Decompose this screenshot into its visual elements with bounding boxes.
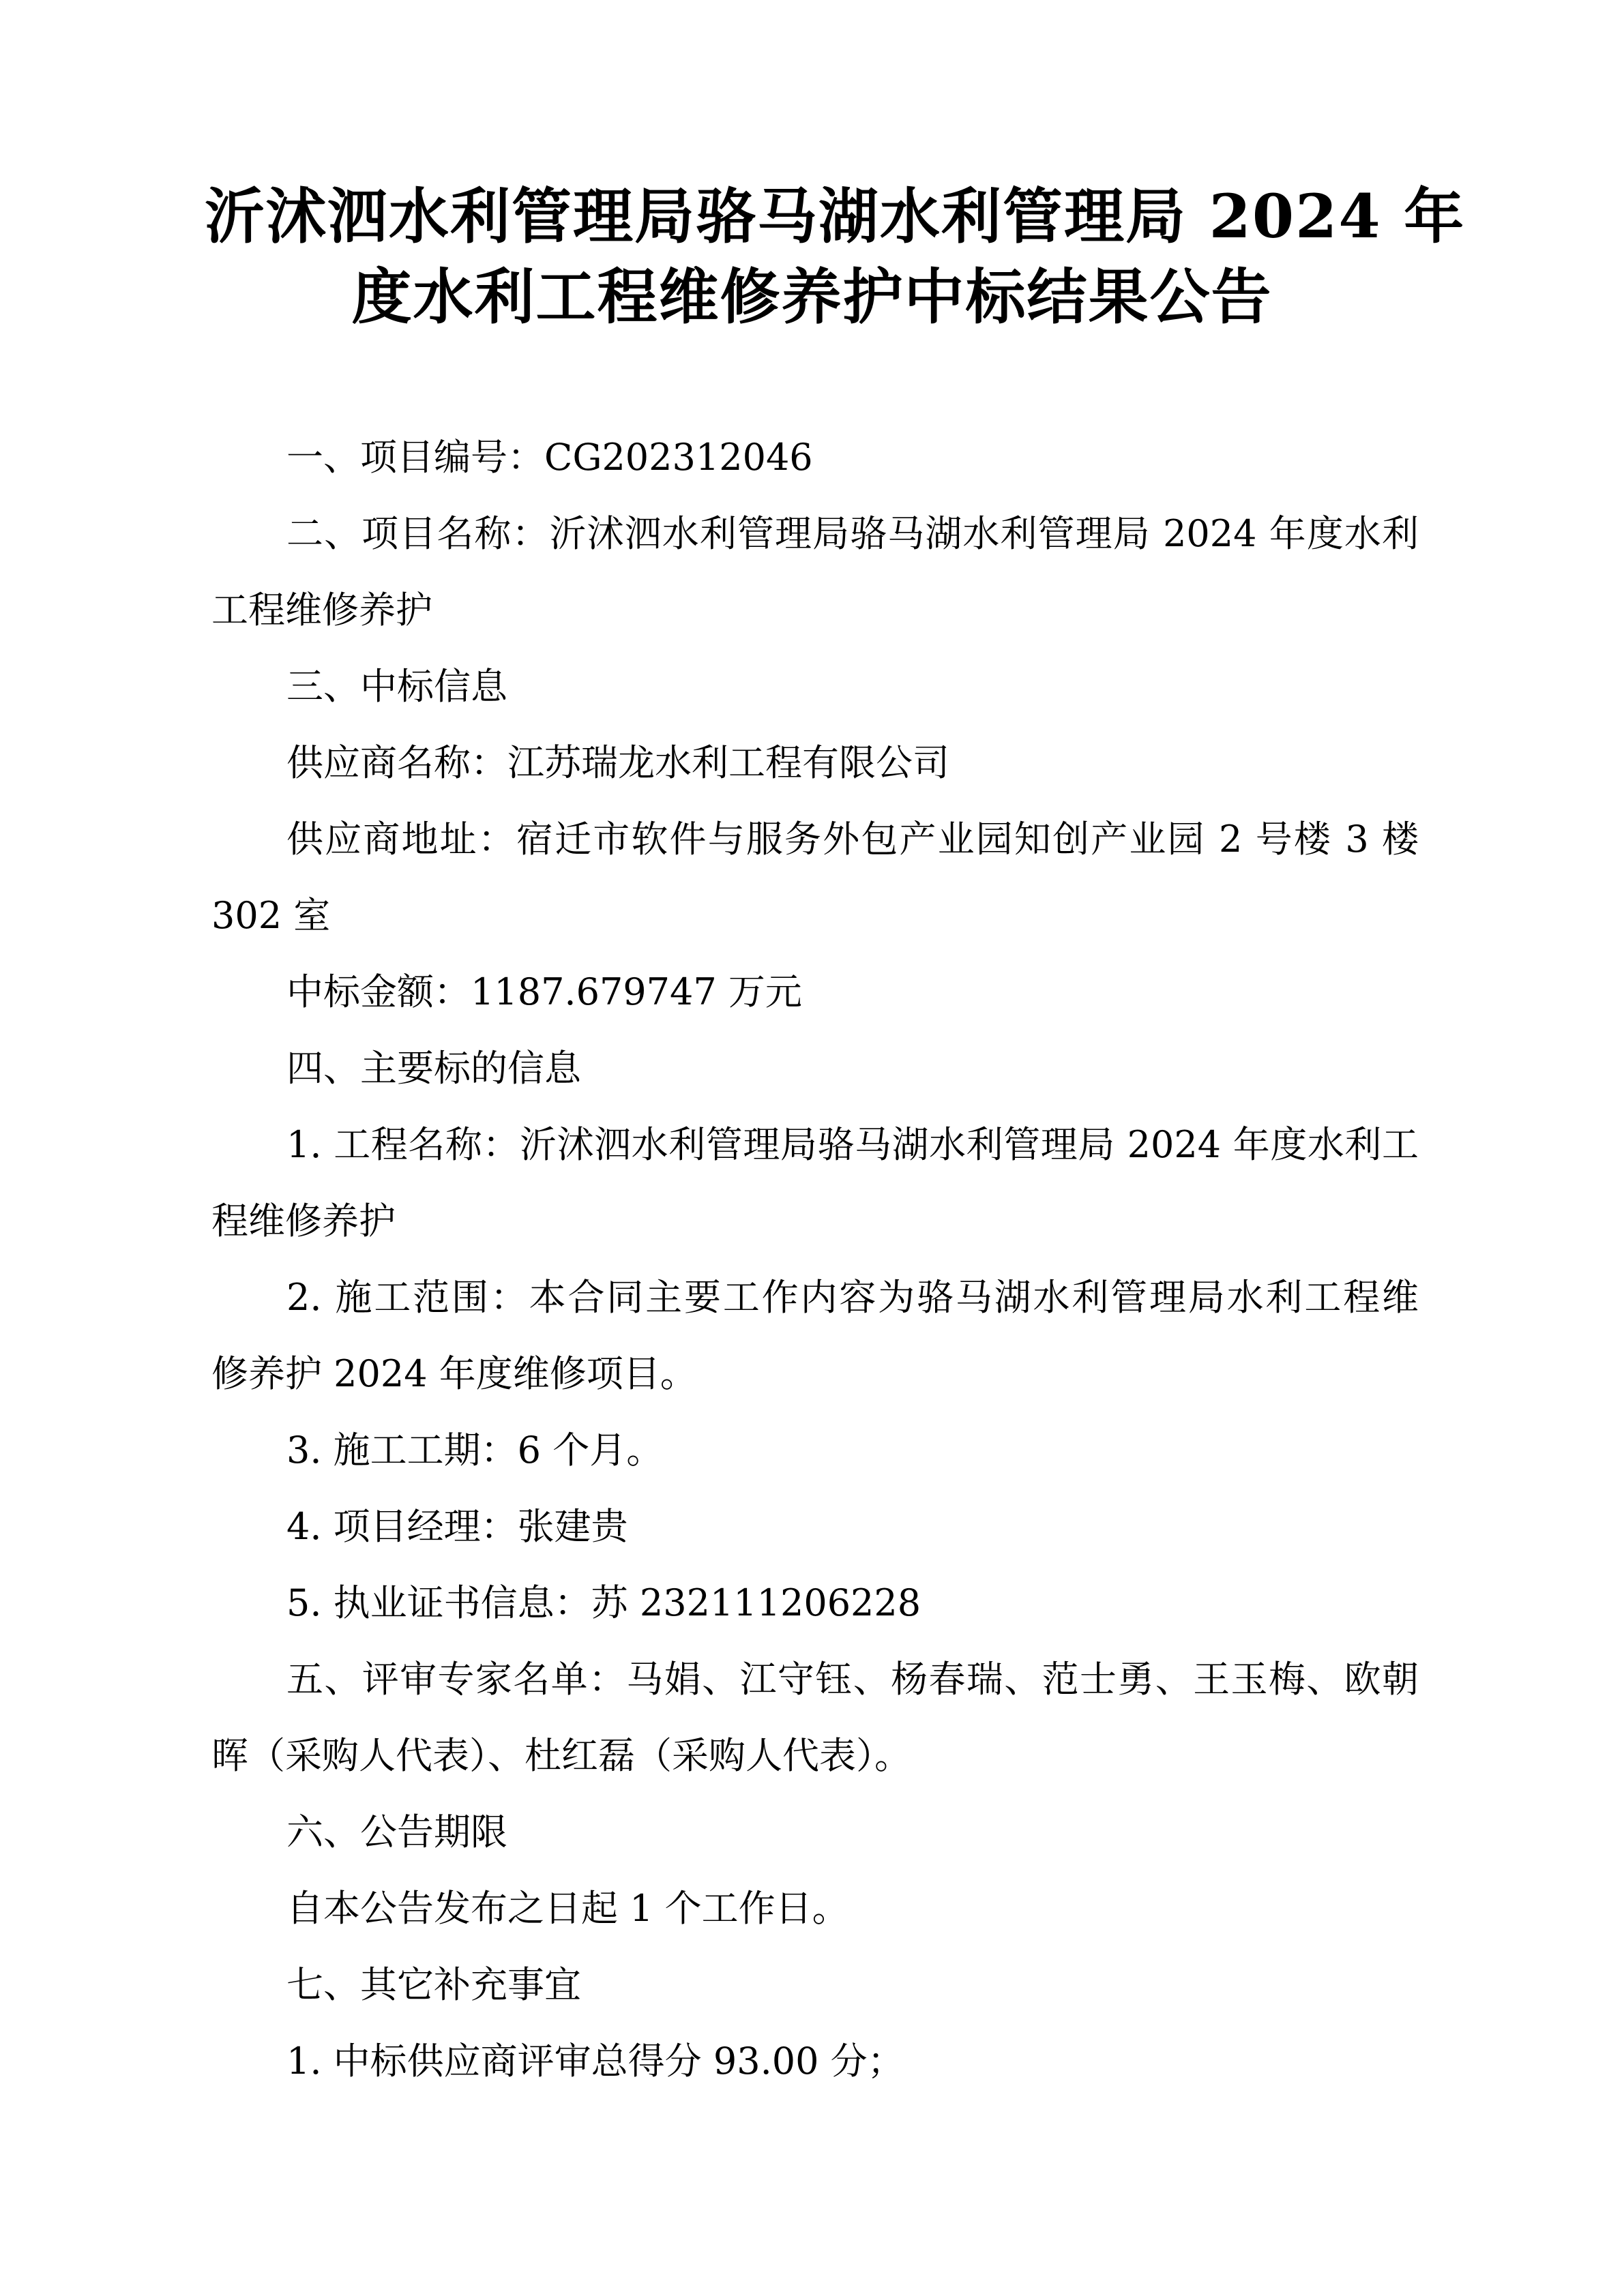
experts-line-2: 晖（采购人代表）、杜红磊（采购人代表）。 — [211, 1734, 911, 1777]
subject-info-heading: 四、主要标的信息 — [286, 1047, 581, 1090]
bid-info-heading: 三、中标信息 — [286, 665, 507, 708]
period-text: 自本公告发布之日起 1 个工作日。 — [286, 1887, 849, 1930]
bid-amount: 中标金额：1187.679747 万元 — [286, 970, 802, 1013]
other-heading: 七、其它补充事宜 — [286, 1963, 581, 2006]
item-1-line-2: 程维修养护 — [211, 1199, 396, 1242]
item-2-line-2: 修养护 2024 年度维修项目。 — [211, 1352, 697, 1395]
item-2-line-1: 2. 施工范围：本合同主要工作内容为骆马湖水利管理局水利工程维 — [286, 1276, 1419, 1319]
item-1-line-1: 1. 工程名称：沂沭泗水利管理局骆马湖水利管理局 2024 年度水利工 — [286, 1123, 1419, 1166]
title-line-1: 沂沭泗水利管理局骆马湖水利管理局 2024 年 — [205, 181, 1466, 252]
period-heading: 六、公告期限 — [286, 1810, 507, 1853]
experts-line-1: 五、评审专家名单：马娟、江守钰、杨春瑞、范士勇、王玉梅、欧朝 — [286, 1658, 1419, 1701]
supplier-name: 供应商名称：江苏瑞龙水利工程有限公司 — [286, 741, 949, 784]
item-5: 5. 执业证书信息：苏 232111206228 — [286, 1581, 921, 1624]
supplier-address-line-2: 302 室 — [211, 894, 331, 937]
project-name-line-1: 二、项目名称：沂沭泗水利管理局骆马湖水利管理局 2024 年度水利 — [286, 512, 1419, 555]
project-number: 一、项目编号：CG202312046 — [286, 436, 813, 479]
supplier-address-line-1: 供应商地址：宿迁市软件与服务外包产业园知创产业园 2 号楼 3 楼 — [286, 818, 1419, 861]
item-4: 4. 项目经理：张建贵 — [286, 1505, 628, 1548]
title-line-2: 度水利工程维修养护中标结果公告 — [351, 261, 1273, 332]
project-name-line-2: 工程维修养护 — [211, 588, 432, 631]
document-title — [205, 176, 1466, 337]
item-3: 3. 施工工期：6 个月。 — [286, 1429, 664, 1472]
document-body — [211, 419, 1419, 2100]
other-item-1: 1. 中标供应商评审总得分 93.00 分； — [286, 2040, 904, 2083]
